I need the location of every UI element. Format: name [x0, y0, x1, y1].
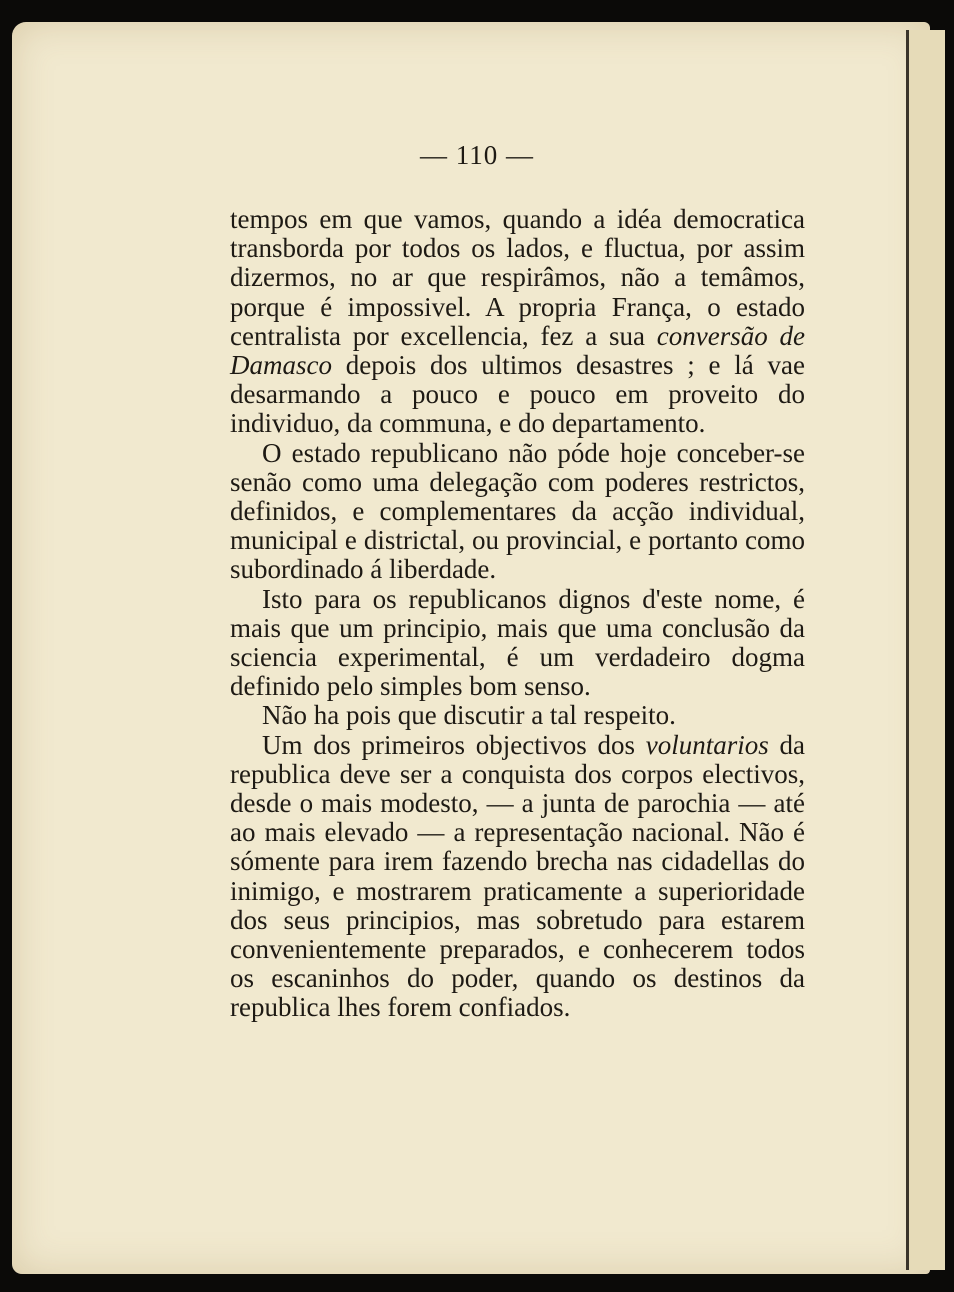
paragraph [230, 205, 805, 439]
paragraph-text: depois dos ultimos desastres ; e lá vae desarmando a pouco e pouco em proveito do individuo, da communa, e do departamento. [230, 350, 805, 439]
paragraph-text: da republica deve ser a conquista dos corpos electivos, desde o mais modesto, — a junta de parochia — até ao mais elevado — a representação nacional. Não é sómente para irem fazendo brecha nas cidadellas do inimigo, e mostrarem praticamente a superioridade dos seus principios, mas sobretudo para estarem convenientemente preparados, e conhecerem todos os escaninhos do poder, quando os destinos da republica lhes forem confiados. [230, 729, 806, 1023]
paragraph [230, 731, 805, 1023]
paragraph-text: Um dos primeiros objectivos dos [262, 729, 646, 760]
page-edge [906, 30, 945, 1270]
italic-phrase: voluntarios [645, 729, 769, 760]
paragraph: Não ha pois que discutir a tal respeito. [262, 700, 676, 731]
page-number: — 110 — [420, 140, 534, 170]
paragraph: O estado republicano não póde hoje conceber-se senão como uma delegação com poderes restrictos, definidos, e complementares da acção individual, municipal e districtal, ou provincial, e portanto como subordinado á liberdade. [230, 437, 805, 585]
body-text [230, 205, 805, 1023]
paragraph-text: tempos em que vamos, quando a idéa democratica transborda por todos os lados, e fluctua, por assim dizermos, no ar que respirâmos, não a temâmos, porque é impossivel. A propria França, o estado centralista por excellencia, fez a sua [230, 204, 805, 351]
paragraph: Isto para os republicanos dignos d'este nome, é mais que um principio, mais que uma conclusão da sciencia experimental, é um verdadeiro dogma definido pelo simples bom senso. [230, 583, 805, 702]
italic-phrase: conversão de Damasco [230, 320, 806, 381]
